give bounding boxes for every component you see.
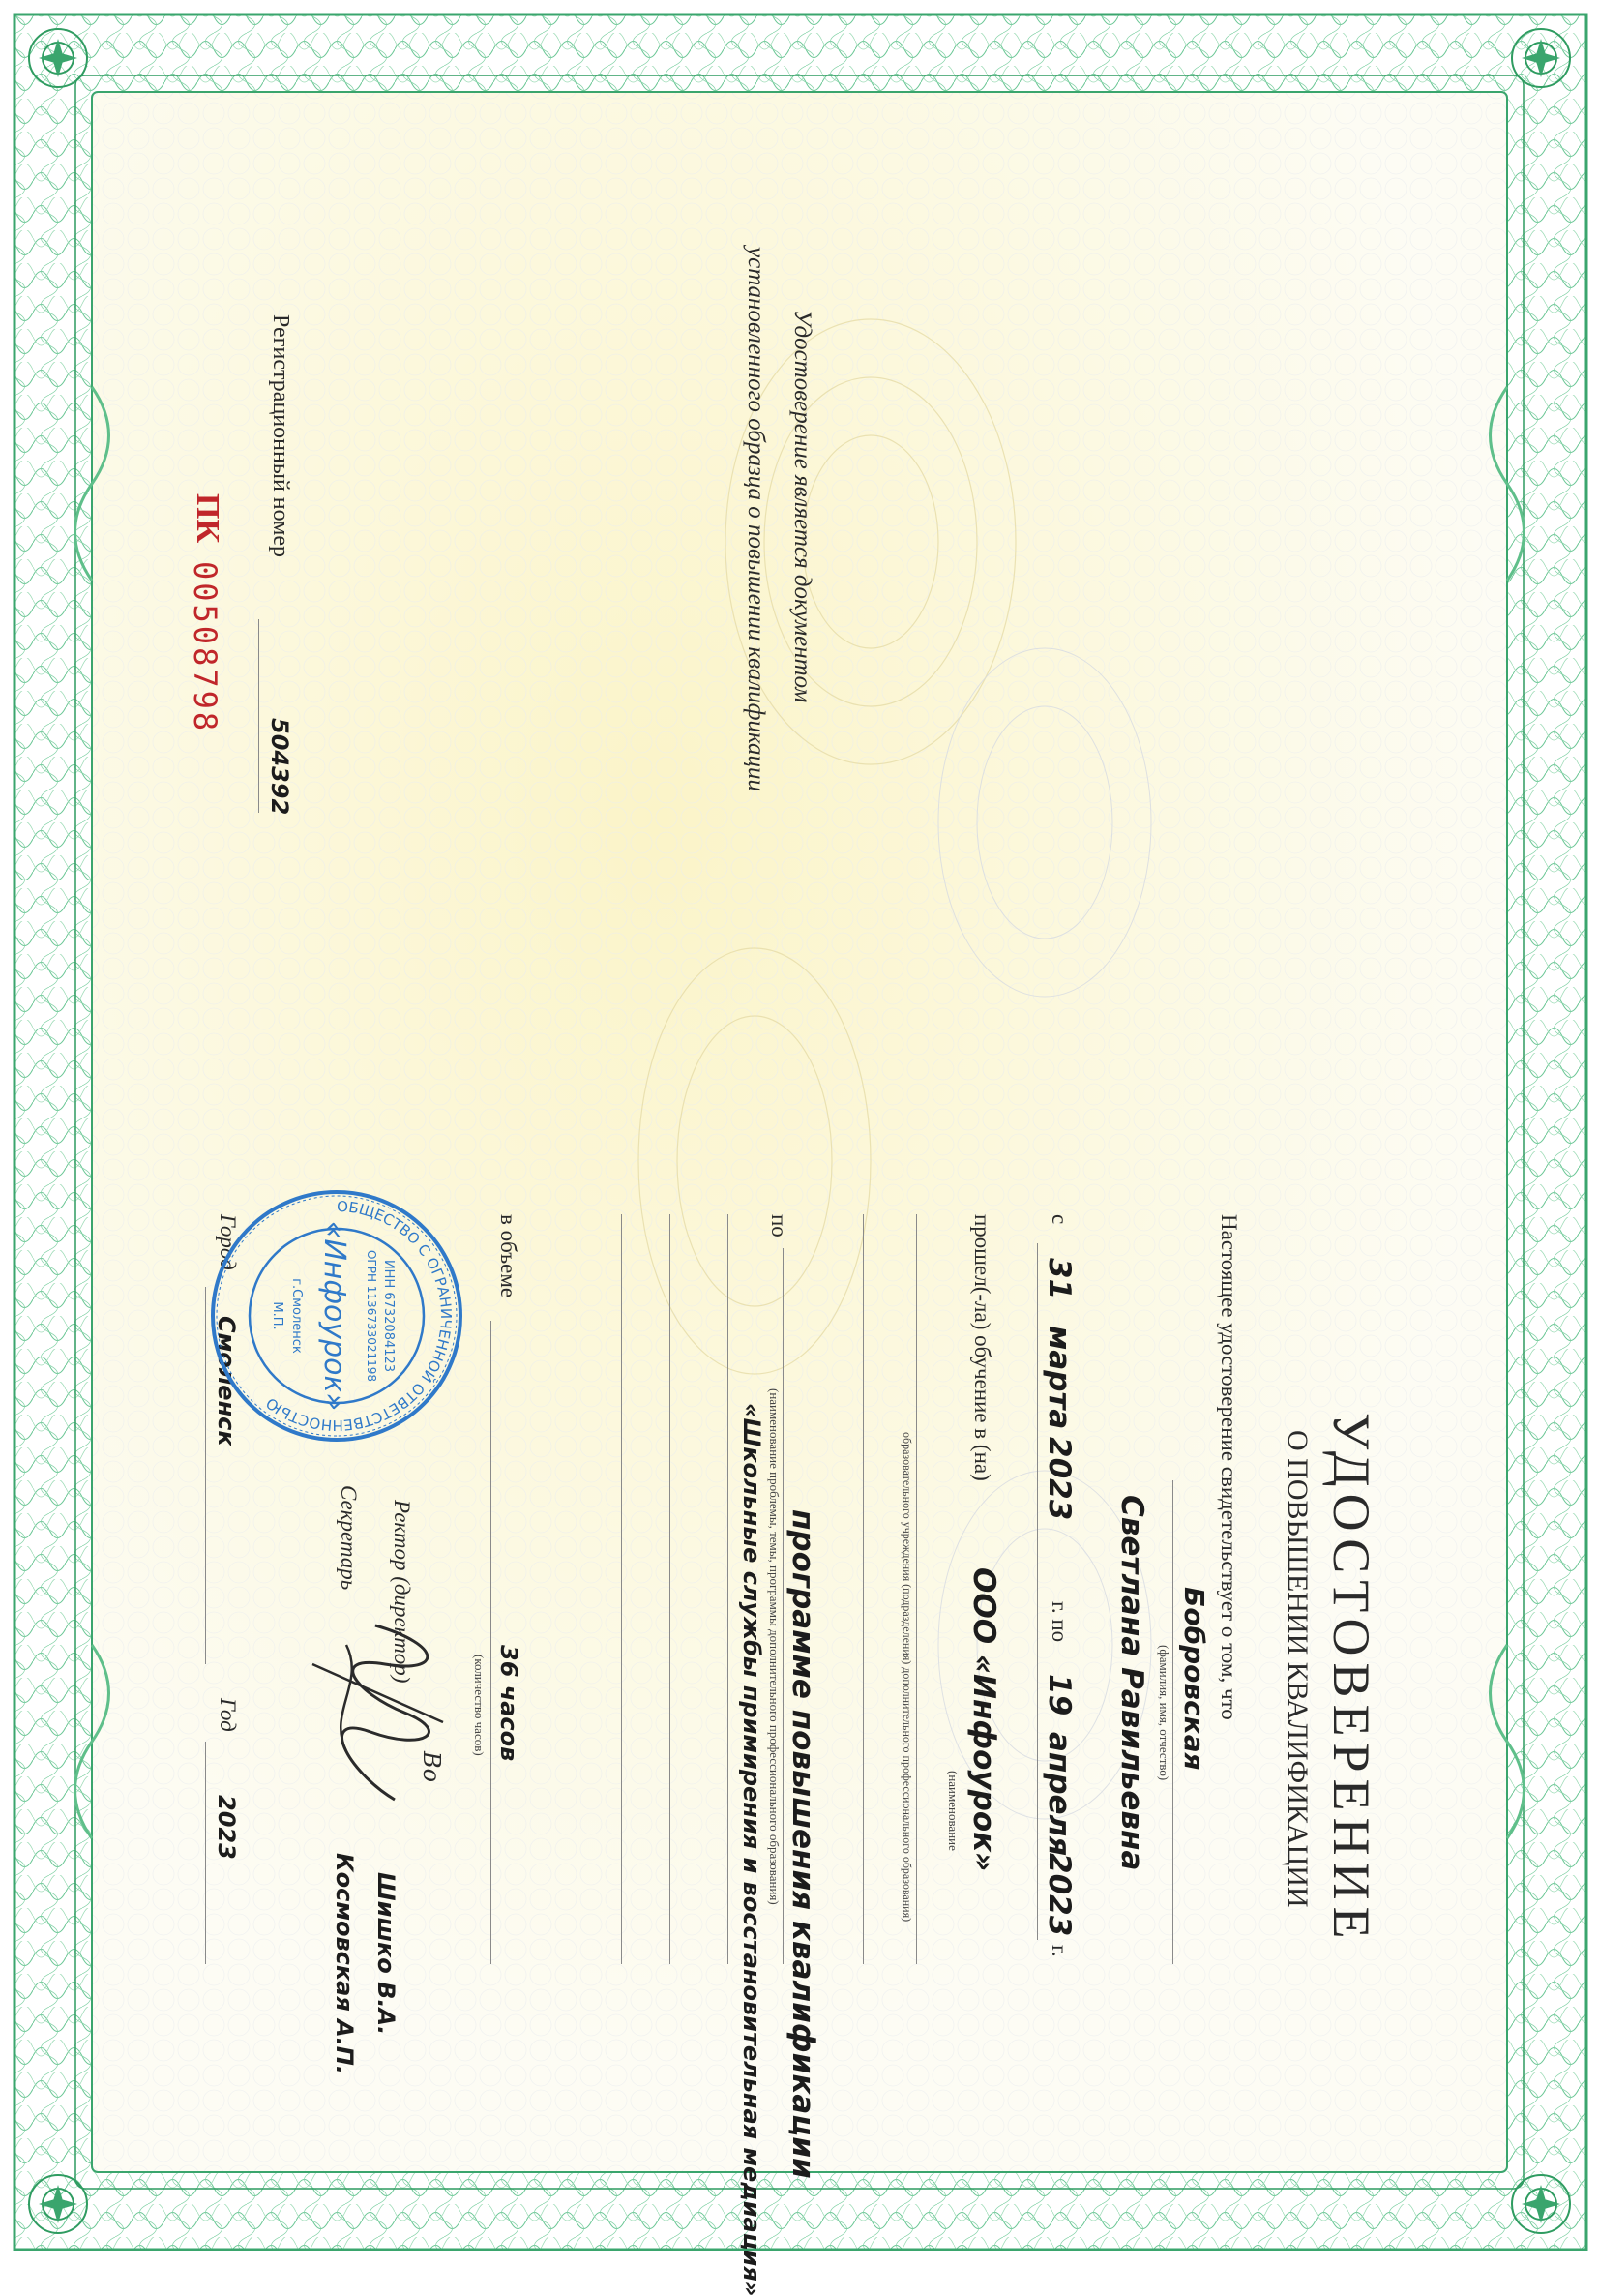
hours-hint: (количество часов) bbox=[472, 1655, 487, 1756]
rector-label: Ректор (директор) bbox=[390, 1500, 414, 1684]
end-month: апреля bbox=[1042, 1732, 1077, 1857]
rector-name: Шишко В.А. bbox=[372, 1872, 400, 2036]
serial-prefix: ПК bbox=[190, 493, 225, 544]
organization-stamp bbox=[206, 1185, 467, 1446]
org-line-2 bbox=[916, 1214, 917, 1964]
name-hint: (фамилия, имя, отчество) bbox=[1157, 1645, 1171, 1781]
certificate-subtitle: О ПОВЫШЕНИИ КВАЛИФИКАЦИИ bbox=[1282, 1430, 1314, 1908]
stamp-inn: ИНН 6732084123 bbox=[381, 1259, 396, 1373]
start-day: 31 bbox=[1042, 1258, 1077, 1300]
program-name: программе повышения квалификации bbox=[785, 1509, 820, 2179]
city-label: Город bbox=[216, 1214, 240, 1270]
org-hint-2: образовательного учреждения (подразделения) дополнительного профессионального образования) bbox=[901, 1432, 914, 1923]
city-value: Смоленск bbox=[213, 1316, 240, 1446]
from-label: с bbox=[1048, 1214, 1072, 1225]
blank-line-3 bbox=[621, 1214, 622, 1964]
year-line bbox=[205, 1742, 206, 1964]
blank-line-2 bbox=[669, 1214, 670, 1964]
reg-number-label: Регистрационный номер bbox=[268, 314, 293, 558]
stamp-mp: М.П. bbox=[270, 1301, 284, 1330]
volume-label: в объеме bbox=[496, 1214, 520, 1298]
org-name: ООО «Инфоурок» bbox=[966, 1567, 1001, 1872]
serial-number: 00508798 bbox=[187, 561, 223, 734]
end-day: 19 bbox=[1042, 1674, 1077, 1716]
hours-line bbox=[490, 1321, 491, 1964]
validity-line-2: установленного образца о повышении квалификации bbox=[743, 247, 769, 792]
program-topic: «Школьные службы примирения и восстановительная медиация» bbox=[738, 1403, 765, 2296]
signature-text: Во bbox=[418, 1751, 445, 1783]
hours-value: 36 часов bbox=[495, 1645, 522, 1762]
year-label: Год bbox=[216, 1698, 240, 1732]
name-patronymic: Светлана Равильевна bbox=[1114, 1495, 1149, 1871]
start-month: марта bbox=[1042, 1326, 1077, 1430]
start-year: 2023 bbox=[1042, 1437, 1077, 1521]
blank-line-1 bbox=[863, 1214, 864, 1964]
reg-number-value: 504392 bbox=[266, 718, 293, 816]
reg-number-line bbox=[258, 619, 259, 813]
program-line bbox=[783, 1248, 784, 1964]
topic-line bbox=[727, 1214, 728, 1964]
validity-line-1: Удостоверение является документом bbox=[789, 310, 815, 703]
stamp-city: г.Смоленск bbox=[289, 1278, 304, 1354]
until-label: г. по bbox=[1048, 1601, 1072, 1643]
dates-line bbox=[1037, 1243, 1038, 1940]
stamp-center: «Инфоурок» bbox=[317, 1220, 351, 1412]
certificate-title: УДОСТОВЕРЕНИЕ bbox=[1322, 1413, 1380, 1946]
secretary-name: Космовская А.П. bbox=[331, 1853, 358, 2074]
by-label: по bbox=[767, 1214, 791, 1237]
stamp-outer-text: ОБЩЕСТВО С ОГРАНИЧЕННОЙ ОТВЕТСТВЕННОСТЬЮ bbox=[262, 1197, 456, 1435]
year-suffix: г. bbox=[1048, 1945, 1072, 1957]
end-year: 2023 bbox=[1042, 1853, 1077, 1937]
surname-line bbox=[1172, 1480, 1173, 1964]
org-hint: (наименование bbox=[946, 1771, 961, 1851]
secretary-label: Секретарь bbox=[337, 1485, 361, 1591]
program-hint: (наименование проблемы, темы, программы дополнительного профессионального образования) bbox=[767, 1388, 782, 1905]
stamp-ogrn: ОГРН 1136733021198 bbox=[365, 1249, 378, 1383]
surname: Бобровская bbox=[1178, 1587, 1210, 1771]
intro-text: Настоящее удостоверение свидетельствует о том, что bbox=[1217, 1214, 1241, 1720]
rector-signature bbox=[308, 1606, 462, 1838]
year-value: 2023 bbox=[213, 1795, 240, 1860]
studied-label: прошел(-ла) обучение в (на) bbox=[970, 1214, 994, 1481]
